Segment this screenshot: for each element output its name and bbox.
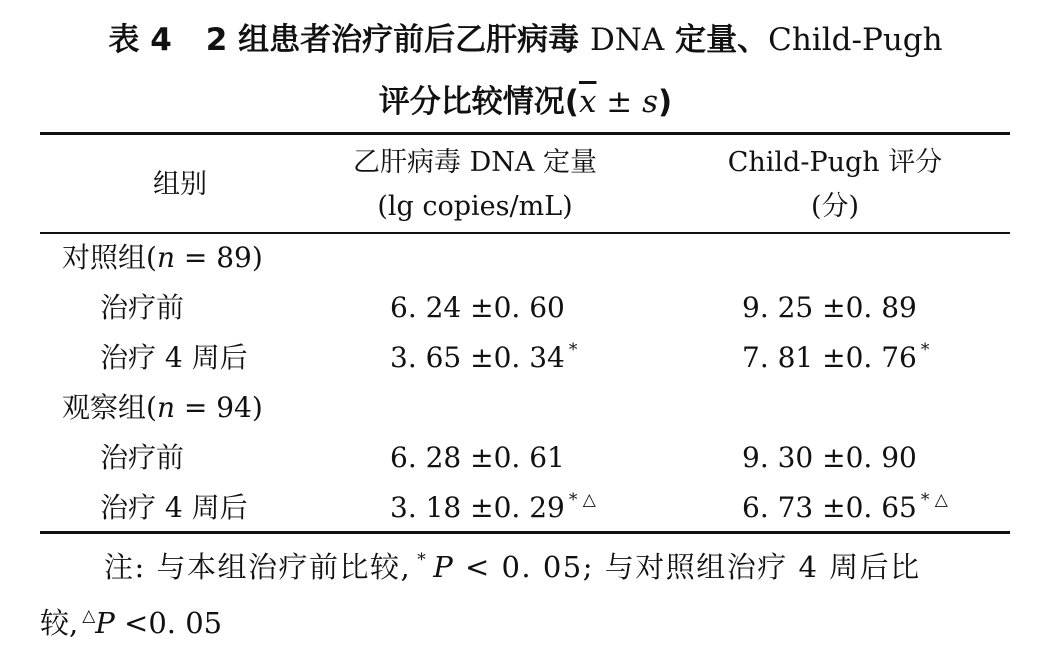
group-label-prefix: 观察组( — [62, 391, 157, 424]
cell-child-pugh-value — [742, 490, 948, 530]
group-label-count: = 94) — [174, 391, 263, 424]
title-text-child-pugh: Child-Pugh — [768, 22, 943, 58]
title-text-zh-3: 评分比较情况( — [378, 84, 579, 120]
table-title-line-2 — [0, 82, 1051, 122]
value-text: 9. 30 ±0. 90 — [742, 441, 917, 474]
note-p-symbol: P — [95, 606, 115, 640]
significance-mark: * △ — [568, 490, 596, 510]
significance-mark: * — [568, 340, 578, 360]
cell-dna-value — [390, 290, 569, 330]
group-label-control — [62, 240, 263, 276]
value-text: 3. 18 ±0. 29 — [390, 491, 565, 524]
note-text: 较, — [40, 606, 79, 640]
header-dna-line-2: (lg copies/mL) — [377, 191, 573, 222]
group-label-n: n — [156, 241, 175, 274]
title-text-dna: DNA — [589, 22, 665, 58]
cell-dna-value — [390, 440, 569, 480]
row-label: 治疗前 — [100, 291, 185, 324]
title-text-zh: 2 组患者治疗前后乙肝病毒 — [205, 22, 580, 58]
note-triangle-mark: △ — [82, 606, 96, 626]
value-text: 9. 25 ±0. 89 — [742, 291, 917, 324]
cell-child-pugh-value — [742, 340, 929, 380]
value-text: 3. 65 ±0. 34 — [390, 341, 565, 374]
cell-child-pugh-value — [742, 440, 921, 480]
header-child-pugh-line-2: (分) — [810, 191, 860, 222]
value-text: 6. 28 ±0. 61 — [390, 441, 565, 474]
note-star-mark: * — [417, 550, 428, 570]
value-text: 6. 24 ±0. 60 — [390, 291, 565, 324]
title-pm-symbol: ± — [596, 84, 643, 120]
header-child-pugh-line-1: Child-Pugh 评分 — [727, 147, 943, 178]
note-p-symbol: P — [433, 550, 455, 584]
row-label: 治疗前 — [100, 441, 185, 474]
group-label-n: n — [156, 391, 175, 424]
significance-mark: * △ — [920, 490, 948, 510]
title-sd-symbol: s — [642, 84, 659, 120]
row-label: 治疗 4 周后 — [100, 341, 248, 374]
note-text: 注: 与本组治疗前比较, — [104, 550, 412, 584]
title-mean-symbol: $\overline{x}$ — [578, 84, 597, 120]
significance-mark: * — [920, 340, 930, 360]
cell-child-pugh-value — [742, 290, 921, 330]
header-group: 组别 — [153, 169, 207, 200]
note-text: < 0. 05; 与对照组治疗 4 周后比 — [454, 550, 921, 584]
cell-dna-value — [390, 340, 577, 380]
table-number: 表 4 — [108, 22, 172, 58]
row-label: 治疗 4 周后 — [100, 491, 248, 524]
value-text: 6. 73 ±0. 65 — [742, 491, 917, 524]
group-label-observation — [62, 390, 263, 426]
value-text: 7. 81 ±0. 76 — [742, 341, 917, 374]
title-close-paren: ) — [658, 84, 673, 120]
cell-dna-value — [390, 490, 596, 530]
group-label-prefix: 对照组( — [62, 241, 157, 274]
header-dna-line-1: 乙肝病毒 DNA 定量 — [353, 147, 597, 178]
table-bottom-rule — [40, 531, 1010, 534]
table-title-line-1 — [0, 20, 1051, 60]
table-note-line-1 — [104, 548, 921, 591]
title-text-zh-2: 定量、 — [675, 22, 769, 58]
group-label-count: = 89) — [174, 241, 263, 274]
table-header-rule — [40, 232, 1010, 234]
table-top-rule — [40, 132, 1010, 135]
table-note-line-2 — [40, 604, 222, 647]
note-text: <0. 05 — [114, 606, 223, 640]
